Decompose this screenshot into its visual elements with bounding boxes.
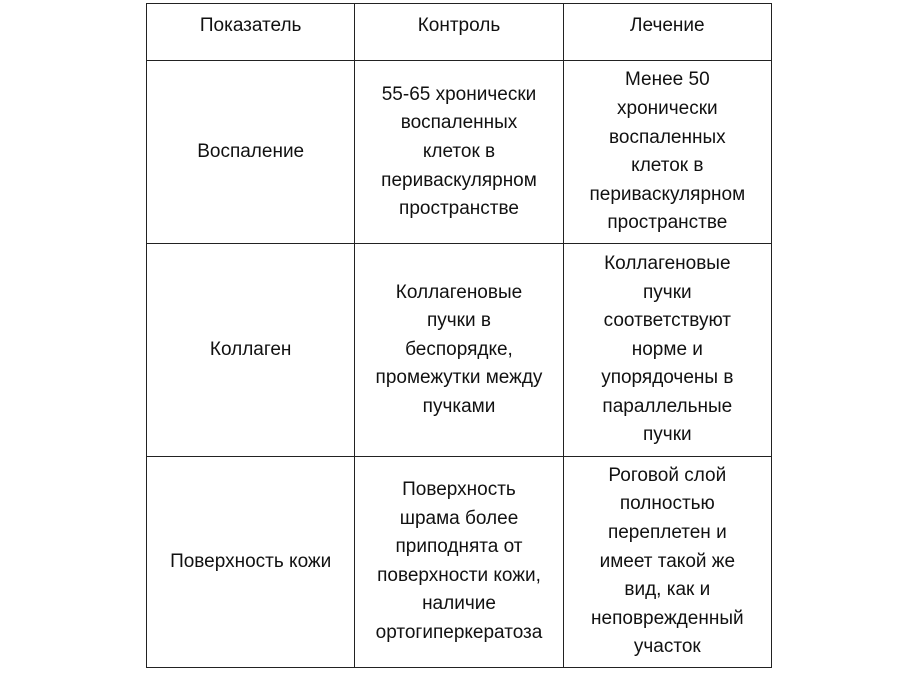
comparison-table <box>146 3 772 668</box>
table-row <box>147 61 772 244</box>
table-row <box>147 244 772 456</box>
cell-treatment: Коллагеновые пучки соответствуют норме и упорядочены в параллельные пучки <box>563 244 771 456</box>
cell-indicator: Коллаген <box>147 244 355 456</box>
cell-treatment: Роговой слой полностью переплетен и имеет такой же вид, как и неповрежденный участок <box>563 456 771 667</box>
header-treatment: Лечение <box>563 4 771 61</box>
table-row <box>147 456 772 667</box>
cell-indicator: Поверхность кожи <box>147 456 355 667</box>
cell-indicator: Воспаление <box>147 61 355 244</box>
cell-control: Поверхность шрама более приподнята от поверхности кожи, наличие ортогиперкератоза <box>355 456 563 667</box>
cell-treatment: Менее 50 хронически воспаленных клеток в периваскулярном пространстве <box>563 61 771 244</box>
cell-control: Коллагеновые пучки в беспорядке, промежутки между пучками <box>355 244 563 456</box>
header-control: Контроль <box>355 4 563 61</box>
header-indicator: Показатель <box>147 4 355 61</box>
table-header-row <box>147 4 772 61</box>
cell-control: 55-65 хронически воспаленных клеток в периваскулярном пространстве <box>355 61 563 244</box>
